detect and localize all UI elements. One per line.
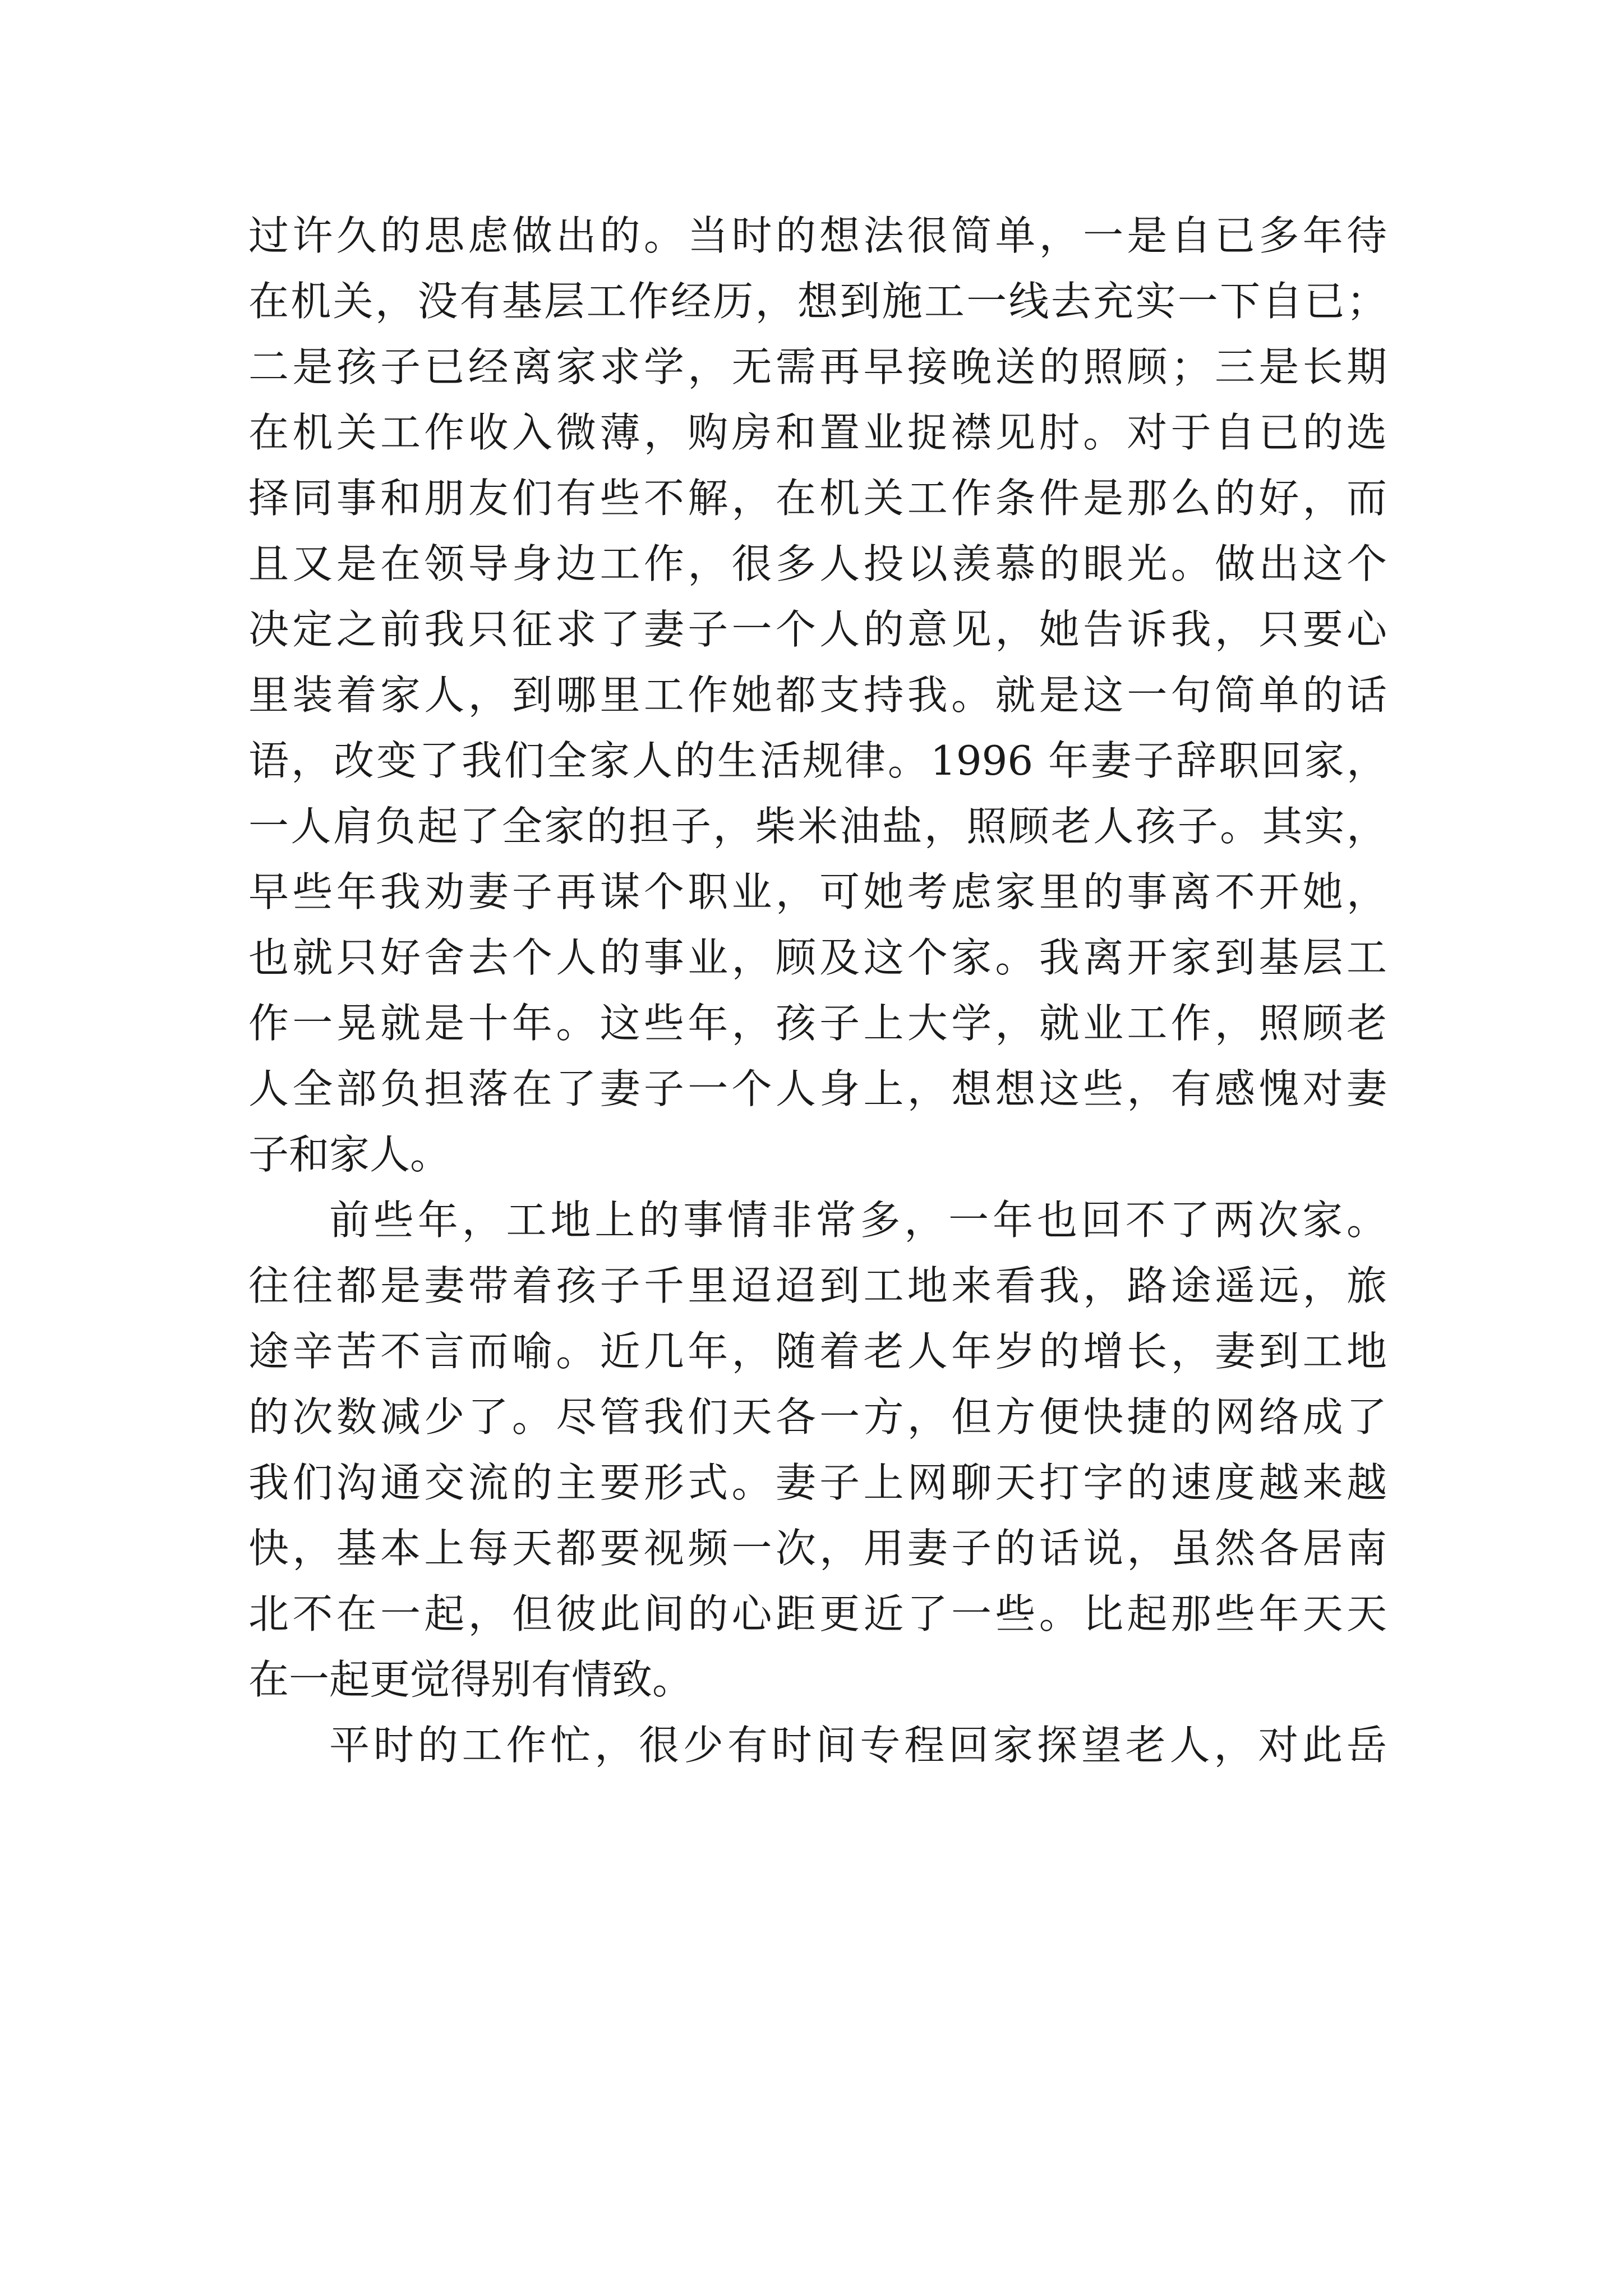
text-line: 一人肩负起了全家的担子，柴米油盐，照顾老人孩子。其实， [248, 803, 1387, 850]
text-line: 早些年我劝妻子再谋个职业，可她考虑家里的事离不开她， [248, 868, 1387, 915]
text-line: 子和家人。 [248, 1131, 451, 1178]
text-line: 决定之前我只征求了妻子一个人的意见，她告诉我，只要心 [248, 606, 1387, 653]
text-line: 也就只好舍去个人的事业，顾及这个家。我离开家到基层工 [248, 934, 1387, 981]
text-line: 的次数减少了。尽管我们天各一方，但方便快捷的网络成了 [248, 1393, 1387, 1441]
text-line: 人全部负担落在了妻子一个人身上，想想这些，有感愧对妻 [248, 1065, 1387, 1112]
text-line: 北不在一起，但彼此间的心距更近了一些。比起那些年天天 [248, 1590, 1387, 1637]
text-line: 择同事和朋友们有些不解，在机关工作条件是那么的好，而 [248, 475, 1387, 522]
text-line: 作一晃就是十年。这些年，孩子上大学，就业工作，照顾老 [248, 1000, 1387, 1047]
text-line: 二是孩子已经离家求学，无需再早接晚送的照顾；三是长期 [248, 343, 1387, 390]
text-line: 快，基本上每天都要视频一次，用妻子的话说，虽然各居南 [248, 1525, 1387, 1572]
text-line: 在机关，没有基层工作经历，想到施工一线去充实一下自已； [248, 278, 1387, 325]
text-line: 途辛苦不言而喻。近几年，随着老人年岁的增长，妻到工地 [248, 1328, 1387, 1375]
text-line: 往往都是妻带着孩子千里迢迢到工地来看我，路途遥远，旅 [248, 1262, 1387, 1309]
text-line: 我们沟通交流的主要形式。妻子上网聊天打字的速度越来越 [248, 1459, 1387, 1506]
text-line: 语，改变了我们全家人的生活规律。1996 年妻子辞职回家， [248, 737, 1387, 784]
text-line: 在机关工作收入微薄，购房和置业捉襟见肘。对于自已的选 [248, 409, 1387, 456]
text-line: 前些年，工地上的事情非常多，一年也回不了两次家。 [329, 1197, 1387, 1244]
text-line: 在一起更觉得别有情致。 [248, 1656, 693, 1703]
text-line: 过许久的思虑做出的。当时的想法很简单，一是自已多年待 [248, 212, 1387, 259]
body-text [248, 203, 1387, 1778]
text-line: 且又是在领导身边工作，很多人投以羡慕的眼光。做出这个 [248, 540, 1387, 587]
text-line: 平时的工作忙，很少有时间专程回家探望老人，对此岳 [329, 1722, 1387, 1769]
text-line: 里装着家人，到哪里工作她都支持我。就是这一句简单的话 [248, 671, 1387, 719]
